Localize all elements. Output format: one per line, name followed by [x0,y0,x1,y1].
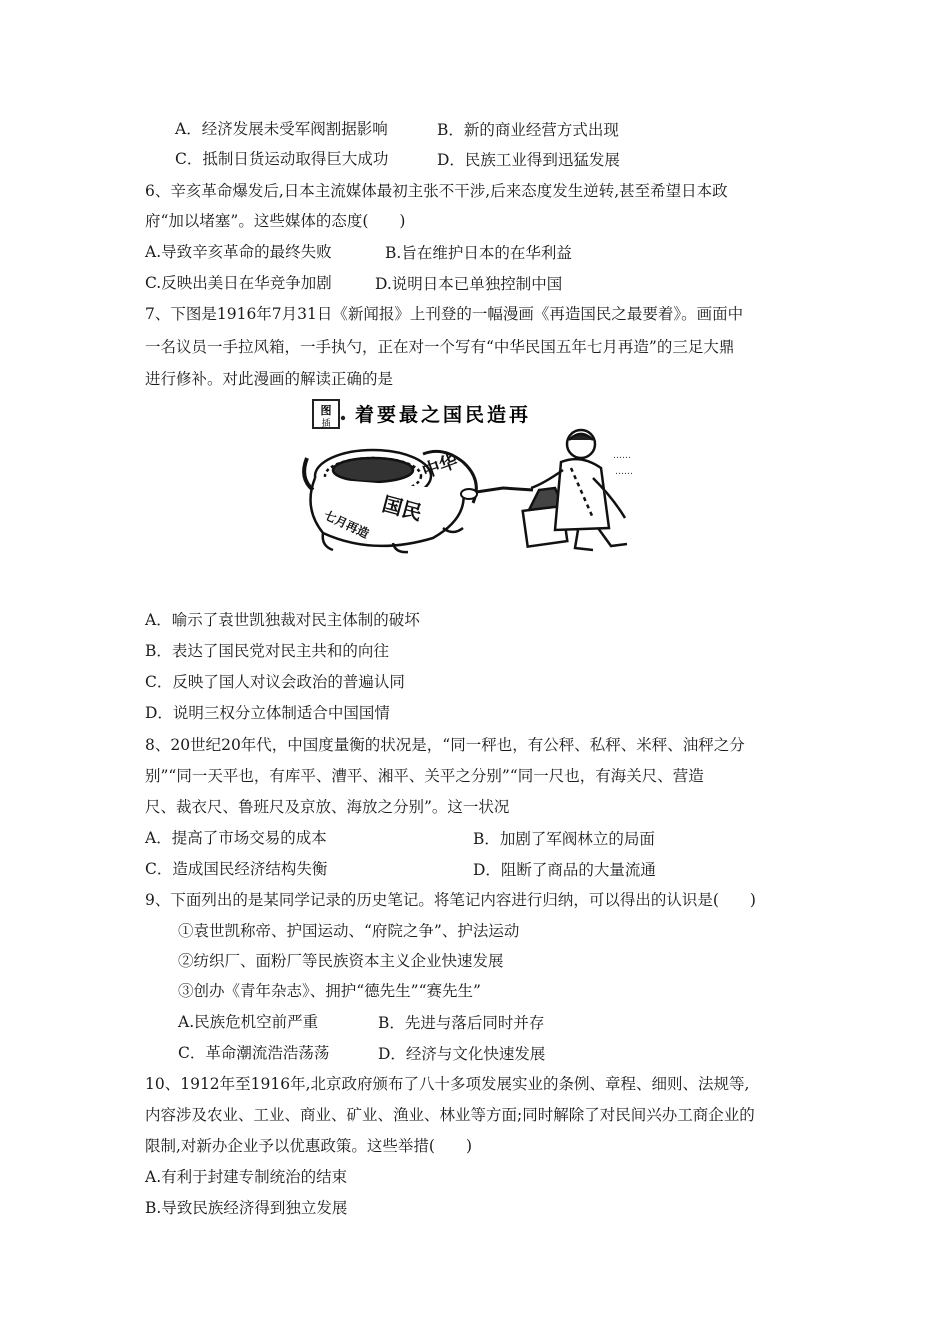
q6-stem-line1: 6、辛亥革命爆发后,日本主流媒体最初主张不干涉,后来态度发生逆转,甚至希望日本政 [145,182,728,200]
q9-option-a: A.民族危机空前严重 [178,1013,319,1031]
q7-stem-line3: 进行修补。对此漫画的解读正确的是 [145,370,394,388]
q9-stem-line1: 9、下面列出的是某同学记录的历史笔记。将笔记内容进行归纳，可以得出的认识是( ) [145,891,756,909]
q7-stem-line1: 7、下图是1916年7月31日《新闻报》上刊登的一幅漫画《再造国民之最要着》。画面中 [145,305,744,323]
q7-option-b: B．表达了国民党对民主共和的向往 [145,642,389,660]
q9-option-b: B．先进与落后同时并存 [378,1014,545,1032]
cartoon-title: 着要最之国民造再 [355,404,532,426]
cartoon-tag-text: 图 [320,404,332,417]
q8-option-d: D．阻断了商品的大量流通 [473,861,656,879]
q6-option-c: C.反映出美日在华竞争加剧 [145,274,332,292]
q7-stem-line2: 一名议员一手拉风箱，一手执勺，正在对一个写有“中华民国五年七月再造”的三足大鼎 [145,338,735,356]
q8-option-b: B．加剧了军阀林立的局面 [473,830,655,848]
q8-option-a: A．提高了市场交易的成本 [145,829,327,847]
q9-note-3: ③创办《青年杂志》、拥护“德先生”“赛先生” [178,982,481,1000]
q8-stem-line2: 别”“同一天平也，有库平、漕平、湘平、关平之分别”“同一尺也，有海关尺、营造 [145,767,704,785]
q8-stem-line1: 8、20世纪20年代，中国度量衡的状况是，“同一秤也，有公秤、私秤、米秤、油秤之分 [145,736,745,754]
cartoon-tag-text2: 插 [321,419,331,429]
q10-stem-line1: 10、1912年至1916年,北京政府颁布了八十多项发展实业的条例、章程、细则、法规等, [145,1075,750,1093]
q7-option-a: A．喻示了袁世凯独裁对民主体制的破坏 [145,611,420,629]
q9-option-d: D．经济与文化快速发展 [378,1045,546,1063]
q9-option-c: C．革命潮流浩浩荡荡 [178,1044,330,1062]
q5-option-b: B．新的商业经营方式出现 [437,121,619,139]
q5-option-d: D．民族工业得到迅猛发展 [437,151,620,169]
cauldron-text-2: 国民 [379,491,425,526]
q8-stem-line3: 尺、裁衣尺、鲁班尺及京放、海放之分别”。这一状况 [145,798,510,816]
q6-stem-line2: 府“加以堵塞”。这些媒体的态度( ) [145,212,406,230]
svg-text:……: …… [613,451,631,461]
q9-note-2: ②纺织厂、面粉厂等民族资本主义企业快速发展 [178,952,504,970]
q10-stem-line3: 限制,对新办企业予以优惠政策。这些举措( ) [145,1137,473,1155]
q6-option-d: D.说明日本已单独控制中国 [375,275,563,293]
cauldron-text-3: 七月再造 [321,508,372,542]
q6-option-b: B.旨在维护日本的在华利益 [385,244,572,262]
q6-option-a: A.导致辛亥革命的最终失败 [145,243,332,261]
q5-option-a: A．经济发展未受军阀割据影响 [175,120,388,138]
q10-option-a: A.有利于封建专制统治的结束 [145,1168,348,1186]
svg-text:……: …… [615,467,633,477]
q10-stem-line2: 内容涉及农业、工业、商业、矿业、渔业、林业等方面;同时解除了对民间兴办工商企业的 [145,1106,755,1124]
cartoon-illustration [293,398,645,556]
q9-note-1: ①袁世凯称帝、护国运动、“府院之争”、护法运动 [178,922,520,940]
q8-option-c: C．造成国民经济结构失衡 [145,860,328,878]
q5-option-c: C．抵制日货运动取得巨大成功 [175,150,389,168]
q7-option-d: D．说明三权分立体制适合中国国情 [145,704,390,722]
cauldron-text-1: 中华 [419,450,461,483]
q10-option-b: B.导致民族经济得到独立发展 [145,1199,348,1217]
q7-option-c: C．反映了国人对议会政治的普遍认同 [145,673,405,691]
